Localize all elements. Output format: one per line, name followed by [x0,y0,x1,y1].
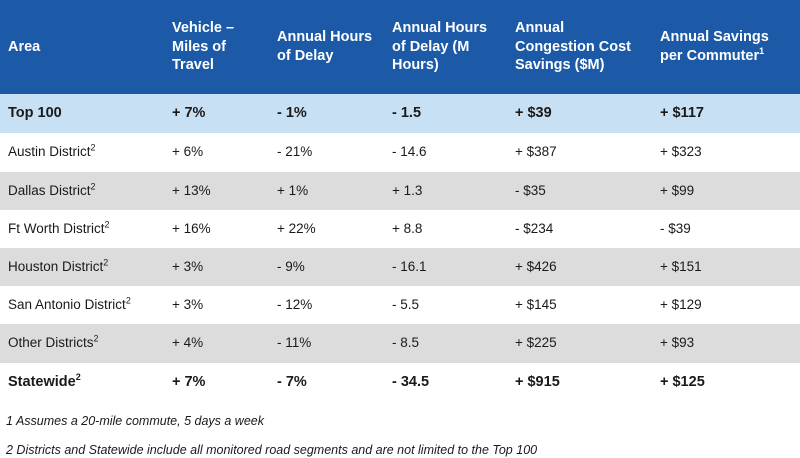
row-label-text: Houston District [8,258,104,274]
row-label-text: Other Districts [8,335,94,351]
column-header-area-label: Area [8,38,41,55]
footnote-marker-2: 2 [75,371,81,382]
cell-savings-per-commuter: + $323 [650,133,800,171]
column-header-congestion-cost-savings [505,0,650,94]
cell-annual-hours-delay: - 7% [267,363,382,402]
column-header-area [0,0,162,94]
cell-annual-hours-delay-m: - 14.6 [382,133,505,171]
row-label [0,133,162,171]
row-label [0,210,162,248]
cell-annual-hours-delay: + 22% [267,210,382,248]
column-header-annual-hours-delay-m-label: Annual Hours of Delay (M Hours) [392,20,488,74]
cell-annual-hours-delay: - 1% [267,94,382,133]
row-label [0,94,162,133]
row-label [0,172,162,210]
cell-savings-per-commuter: + $129 [650,286,800,324]
cell-annual-hours-delay: - 12% [267,286,382,324]
cell-annual-hours-delay-m: - 1.5 [382,94,505,133]
footnote-marker-2: 2 [93,333,99,344]
cell-congestion-cost-savings: + $225 [505,324,650,362]
cell-annual-hours-delay-m: - 34.5 [382,363,505,402]
table-row [0,248,800,286]
cell-annual-hours-delay: - 11% [267,324,382,362]
cell-annual-hours-delay-m: - 8.5 [382,324,505,362]
cell-congestion-cost-savings: + $426 [505,248,650,286]
table-row [0,172,800,210]
footnote-marker-1: 1 [759,46,765,57]
row-label-text: Austin District [8,144,91,160]
column-header-annual-hours-delay-label: Annual Hours of Delay [277,29,373,64]
cell-savings-per-commuter: - $39 [650,210,800,248]
column-header-annual-hours-delay-m [382,0,505,94]
cell-congestion-cost-savings: + $145 [505,286,650,324]
cell-annual-hours-delay-m: - 5.5 [382,286,505,324]
cell-annual-hours-delay: + 1% [267,172,382,210]
row-label [0,363,162,402]
cell-congestion-cost-savings: + $39 [505,94,650,133]
row-label-text: San Antonio District [8,297,126,313]
cell-vmt: + 3% [162,248,267,286]
table-row [0,363,800,402]
row-label-text: Statewide [8,373,76,390]
table-row [0,324,800,362]
cell-vmt: + 7% [162,94,267,133]
cell-annual-hours-delay-m: - 16.1 [382,248,505,286]
cell-annual-hours-delay: - 9% [267,248,382,286]
footnote-marker-2: 2 [90,142,96,153]
footnote-marker-2: 2 [90,181,96,192]
cell-vmt: + 13% [162,172,267,210]
footnote-1: 1 Assumes a 20-mile commute, 5 days a week [6,413,264,428]
table-row [0,94,800,133]
column-header-savings-per-commuter-label: Annual Savings per Commuter [660,29,769,64]
table-row [0,286,800,324]
cell-congestion-cost-savings: - $234 [505,210,650,248]
column-header-savings-per-commuter [650,0,800,94]
table-row [0,210,800,248]
footnote-2: 2 Districts and Statewide include all monitored road segments and are not limited to the Top 100 [6,442,538,457]
footnote-marker-2: 2 [125,295,131,306]
row-label-text: Dallas District [8,182,91,198]
cell-savings-per-commuter: + $99 [650,172,800,210]
table-row [0,133,800,171]
column-header-congestion-cost-savings-label: Annual Congestion Cost Savings ($M) [515,20,631,74]
row-label-text: Ft Worth District [8,220,105,236]
cell-vmt: + 7% [162,363,267,402]
row-label [0,286,162,324]
cell-congestion-cost-savings: + $915 [505,363,650,402]
cell-annual-hours-delay: - 21% [267,133,382,171]
cell-congestion-cost-savings: - $35 [505,172,650,210]
footnote-marker-2: 2 [104,219,110,230]
column-header-annual-hours-delay [267,0,382,94]
row-label [0,248,162,286]
row-label-text: Top 100 [8,105,62,121]
cell-vmt: + 6% [162,133,267,171]
table-body [0,94,800,402]
cell-savings-per-commuter: + $151 [650,248,800,286]
cell-savings-per-commuter: + $117 [650,94,800,133]
cell-vmt: + 4% [162,324,267,362]
table-header [0,0,800,94]
footnote-marker-2: 2 [103,257,109,268]
cell-savings-per-commuter: + $93 [650,324,800,362]
cell-congestion-cost-savings: + $387 [505,133,650,171]
cell-vmt: + 3% [162,286,267,324]
footnotes [0,402,800,458]
cell-annual-hours-delay-m: + 1.3 [382,172,505,210]
cell-savings-per-commuter: + $125 [650,363,800,402]
column-header-vmt-label: Vehicle – Miles of Travel [172,20,235,74]
cell-annual-hours-delay-m: + 8.8 [382,210,505,248]
table-header-row [0,0,800,94]
column-header-vmt [162,0,267,94]
row-label [0,324,162,362]
cell-vmt: + 16% [162,210,267,248]
